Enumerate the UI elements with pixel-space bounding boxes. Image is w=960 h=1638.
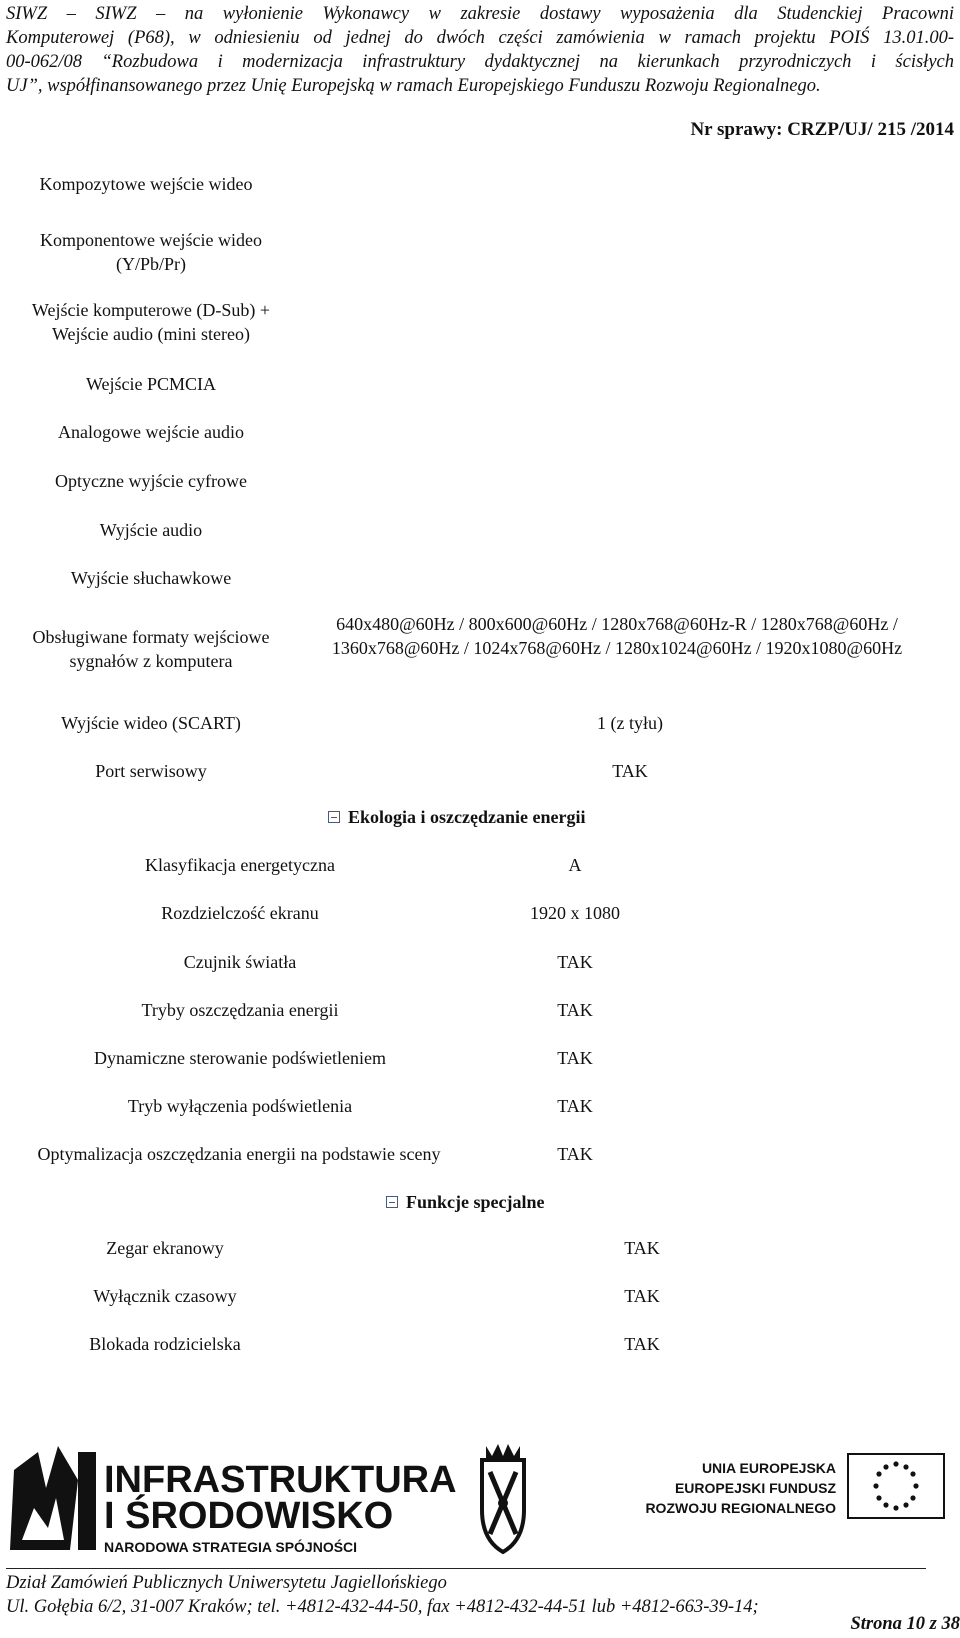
spec-label: Wyjście wideo (SCART): [61, 713, 241, 733]
spec-label: Rozdzielczość ekranu: [161, 903, 319, 923]
eu-logo: [645, 1454, 944, 1518]
spec-value: TAK: [557, 1000, 593, 1020]
page-number: Strona 10 z 38: [850, 1614, 960, 1634]
document-header: [6, 2, 954, 98]
spec-label: Komponentowe wejście wideo (Y/Pb/Pr): [40, 230, 262, 274]
logo-text: INFRASTRUKTURA: [104, 1459, 457, 1501]
spec-label: Wejście PCMCIA: [85, 374, 217, 394]
spec-value: TAK: [557, 1144, 593, 1164]
header-line: 00-062/08 “Rozbudowa i modernizacja infrastruktury dydaktycznej na kierunkach przyrodniczych i ścisłych: [6, 52, 954, 72]
spec-value: A: [568, 855, 582, 875]
spec-label: Wyjście audio: [99, 520, 203, 540]
logo-text: UNIA EUROPEJSKA: [701, 1460, 836, 1476]
document-footer: [6, 1571, 954, 1619]
logo-text: ROZWOJU REGIONALNEGO: [645, 1500, 836, 1516]
case-number: Nr sprawy: CRZP/UJ/ 215 /2014: [690, 119, 954, 140]
spec-label: Analogowe wejście audio: [58, 422, 244, 442]
collapse-icon[interactable]: [386, 1196, 398, 1208]
section-header-eco[interactable]: [328, 805, 585, 829]
section-header-special[interactable]: [386, 1190, 545, 1214]
spec-label: Wyłącznik czasowy: [93, 1286, 237, 1306]
spec-label: Wyjście słuchawkowe: [70, 568, 232, 588]
spec-label: Blokada rodzicielska: [89, 1334, 241, 1354]
spec-value: TAK: [612, 761, 648, 781]
spec-label: Port serwisowy: [95, 761, 207, 781]
spec-label: Dynamiczne sterowanie podświetleniem: [94, 1048, 386, 1068]
spec-label: Obsługiwane formaty wejściowe sygnałów z komputera: [32, 627, 270, 671]
spec-value: TAK: [624, 1334, 660, 1354]
spec-value: TAK: [557, 1096, 593, 1116]
spec-label: Kompozytowe wejście wideo: [39, 174, 253, 194]
logo-text: EUROPEJSKI FUNDUSZ: [674, 1480, 836, 1496]
spec-value: 1 (z tyłu): [597, 713, 663, 733]
spec-value: 1920 x 1080: [530, 903, 620, 923]
logo-text: NARODOWA STRATEGIA SPÓJNOŚCI: [104, 1539, 358, 1555]
spec-value: TAK: [624, 1238, 660, 1258]
footer-divider: [6, 1568, 926, 1569]
spec-value: TAK: [557, 1048, 593, 1068]
infrastruktura-logo: [10, 1446, 457, 1555]
spec-value: 640x480@60Hz / 800x600@60Hz / 1280x768@60Hz-R / 1280x768@60Hz / 1360x768@60Hz / 1024x768@60Hz / 1280x1024@60Hz / 1920x1080@60Hz: [331, 614, 903, 658]
header-line: SIWZ – SIWZ – na wyłonienie Wykonawcy w zakresie dostawy wyposażenia dla Studenckiej Pracowni: [6, 4, 954, 24]
spec-label: Optymalizacja oszczędzania energii na podstawie sceny: [37, 1144, 441, 1164]
spec-label: Czujnik światła: [183, 952, 297, 972]
spec-label: Klasyfikacja energetyczna: [144, 855, 336, 875]
spec-label: Wejście komputerowe (D-Sub) + Wejście audio (mini stereo): [31, 300, 271, 344]
spec-value: TAK: [624, 1286, 660, 1306]
logo-text: I ŚRODOWISKO: [104, 1495, 394, 1537]
spec-value: TAK: [557, 952, 593, 972]
collapse-icon[interactable]: [328, 811, 340, 823]
spec-label: Tryby oszczędzania energii: [141, 1000, 339, 1020]
spec-label: Zegar ekranowy: [106, 1238, 224, 1258]
header-line: UJ”, współfinansowanego przez Unię Europejską w ramach Europejskiego Funduszu Rozwoju Regionalnego.: [6, 76, 821, 96]
section-title: Ekologia i oszczędzanie energii: [348, 807, 586, 827]
spec-label: Tryb wyłączenia podświetlenia: [127, 1096, 353, 1116]
section-title: Funkcje specjalne: [406, 1192, 545, 1212]
footer-line: Ul. Gołębia 6/2, 31-007 Kraków; tel. +4812-432-44-50, fax +4812-432-44-51 lub +4812-663-39-14;: [6, 1597, 759, 1617]
footer-line: Dział Zamówień Publicznych Uniwersytetu Jagiellońskiego: [6, 1573, 447, 1593]
eu-funding-logos: [0, 1428, 960, 1564]
header-line: Komputerowej (P68), w odniesieniu od jednej do dwóch części zamówienia w ramach projektu POIŚ 13.01.00-: [6, 28, 954, 48]
spec-label: Optyczne wyjście cyfrowe: [55, 471, 247, 491]
university-crest-icon: [482, 1444, 524, 1552]
